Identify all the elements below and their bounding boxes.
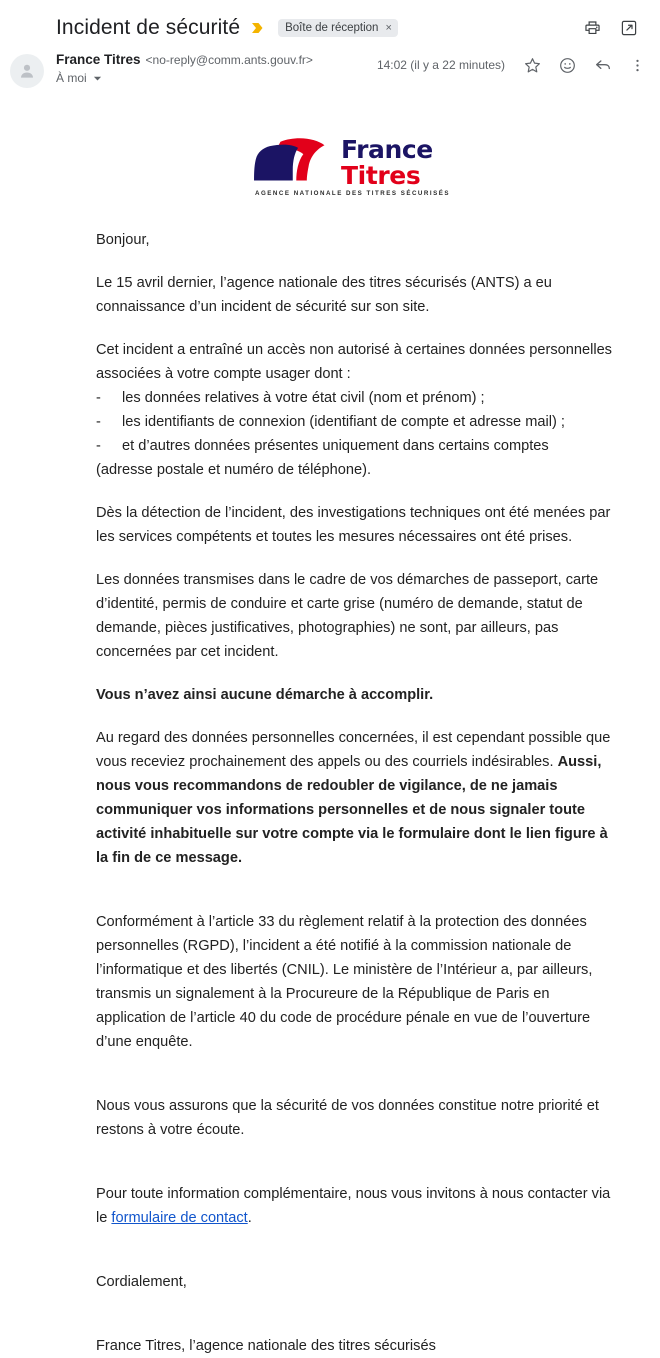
recipient-row[interactable] bbox=[56, 71, 313, 85]
subject-actions bbox=[583, 19, 646, 38]
contact-text-before: Pour toute information complémentaire, nous vous invitons à nous contacter via le bbox=[96, 1186, 611, 1226]
list-item-label: et d’autres données présentes uniquement dans certains comptes bbox=[122, 438, 549, 454]
close-icon[interactable]: × bbox=[385, 21, 392, 34]
paragraph-data-tail: (adresse postale et numéro de téléphone). bbox=[96, 462, 372, 478]
greeting: Bonjour, bbox=[96, 232, 150, 248]
bullet-dash: - bbox=[96, 438, 101, 454]
paragraph-rgpd: Conformément à l’article 33 du règlement relatif à la protection des données personnelles (RGPD), l’incident a été notifié à la commission nationale de l’informatique et des libertés (CNIL). Le ministère de l’Intérieur a, par ailleurs, transmis un signalement à la Procureure de la République de Paris en application de l’article 40 du code de procédure pénale en vue de l’ouverture d’une enquête. bbox=[96, 914, 593, 1050]
star-icon[interactable] bbox=[523, 56, 542, 75]
label-chip-text: Boîte de réception bbox=[285, 22, 379, 34]
sender-line bbox=[56, 52, 313, 67]
vigilance-normal-text: Au regard des données personnelles concernées, il est cependant possible que vous receviez prochainement des appels ou des courriels indésirables. bbox=[96, 730, 611, 770]
bullet-dash: - bbox=[96, 390, 101, 406]
paragraph-contact bbox=[96, 1182, 614, 1230]
paragraph-assurance: Nous vous assurons que la sécurité de vos données constitue notre priorité et restons à votre écoute. bbox=[96, 1098, 599, 1138]
signature: France Titres, l’agence nationale des titres sécurisés bbox=[96, 1338, 436, 1354]
brand-logo bbox=[96, 135, 614, 197]
france-titres-logo-icon bbox=[247, 136, 335, 188]
page-title: Incident de sécurité bbox=[56, 16, 241, 39]
person-avatar-icon bbox=[17, 61, 37, 81]
logo-tagline: AGENCE NATIONALE DES TITRES SÉCURISÉS bbox=[255, 190, 450, 197]
list-item-label: les identifiants de connexion (identifiant de compte et adresse mail) ; bbox=[122, 414, 565, 430]
sender-header bbox=[0, 42, 660, 98]
subject-header bbox=[0, 0, 660, 42]
message-content bbox=[96, 228, 614, 1358]
message-actions bbox=[377, 55, 646, 75]
sender-name[interactable]: France Titres bbox=[56, 52, 141, 67]
sender-info bbox=[56, 52, 313, 85]
logo-line-france: France bbox=[341, 135, 433, 164]
print-icon[interactable] bbox=[583, 19, 602, 38]
list-item bbox=[96, 434, 614, 458]
closing-salutation: Cordialement, bbox=[96, 1274, 187, 1290]
sender-email: <no-reply@comm.ants.gouv.fr> bbox=[145, 53, 313, 67]
important-chevron-icon[interactable] bbox=[251, 21, 265, 35]
contact-form-link[interactable]: formulaire de contact bbox=[111, 1210, 248, 1226]
paragraph-no-action-needed bbox=[96, 683, 614, 707]
contact-text-after: . bbox=[247, 1210, 252, 1226]
vigilance-bold-text: Aussi, nous vous recommandons de redoubler de vigilance, de ne jamais communiquer vos informations personnelles et de nous signaler toute activité inhabituelle sur votre compte via le formulaire dont le lien figure à la fin de ce message. bbox=[96, 754, 608, 866]
timestamp: 14:02 (il y a 22 minutes) bbox=[376, 58, 505, 72]
paragraph-unaffected-data: Les données transmises dans le cadre de vos démarches de passeport, carte d’identité, permis de conduire et carte grise (numéro de demande, statut de demande, pièces justificatives, photographies) ne sont, par ailleurs, pas concernées par cet incident. bbox=[96, 572, 599, 660]
paragraph-data-intro: Cet incident a entraîné un accès non autorisé à certaines données personnelles associées à votre compte usager dont : bbox=[96, 342, 612, 382]
more-options-icon[interactable] bbox=[629, 57, 646, 74]
bullet-dash: - bbox=[96, 414, 101, 430]
recipient-label: À moi bbox=[56, 71, 87, 85]
email-body bbox=[0, 136, 660, 1358]
list-item bbox=[96, 386, 614, 410]
reply-icon[interactable] bbox=[593, 55, 613, 75]
chevron-down-icon[interactable] bbox=[93, 74, 102, 83]
no-action-bold-text: Vous n’avez ainsi aucune démarche à accomplir. bbox=[96, 687, 434, 703]
list-item bbox=[96, 410, 614, 434]
open-in-new-window-icon[interactable] bbox=[620, 19, 638, 37]
paragraph-vigilance bbox=[96, 726, 614, 870]
label-chip-inbox[interactable] bbox=[278, 19, 398, 37]
list-item-label: les données relatives à votre état civil (nom et prénom) ; bbox=[122, 390, 485, 406]
logo-wordmark bbox=[341, 137, 433, 188]
paragraph-investigation: Dès la détection de l’incident, des investigations techniques ont été menées par les services compétents et toutes les mesures nécessaires ont été prises. bbox=[96, 505, 611, 545]
emoji-reaction-icon[interactable] bbox=[558, 56, 577, 75]
logo-line-titres: Titres bbox=[341, 161, 421, 190]
affected-data-list bbox=[96, 386, 614, 458]
avatar[interactable] bbox=[10, 54, 44, 88]
paragraph-incident-notice: Le 15 avril dernier, l’agence nationale des titres sécurisés (ANTS) a eu connaissance d’un incident de sécurité sur son site. bbox=[96, 275, 552, 315]
